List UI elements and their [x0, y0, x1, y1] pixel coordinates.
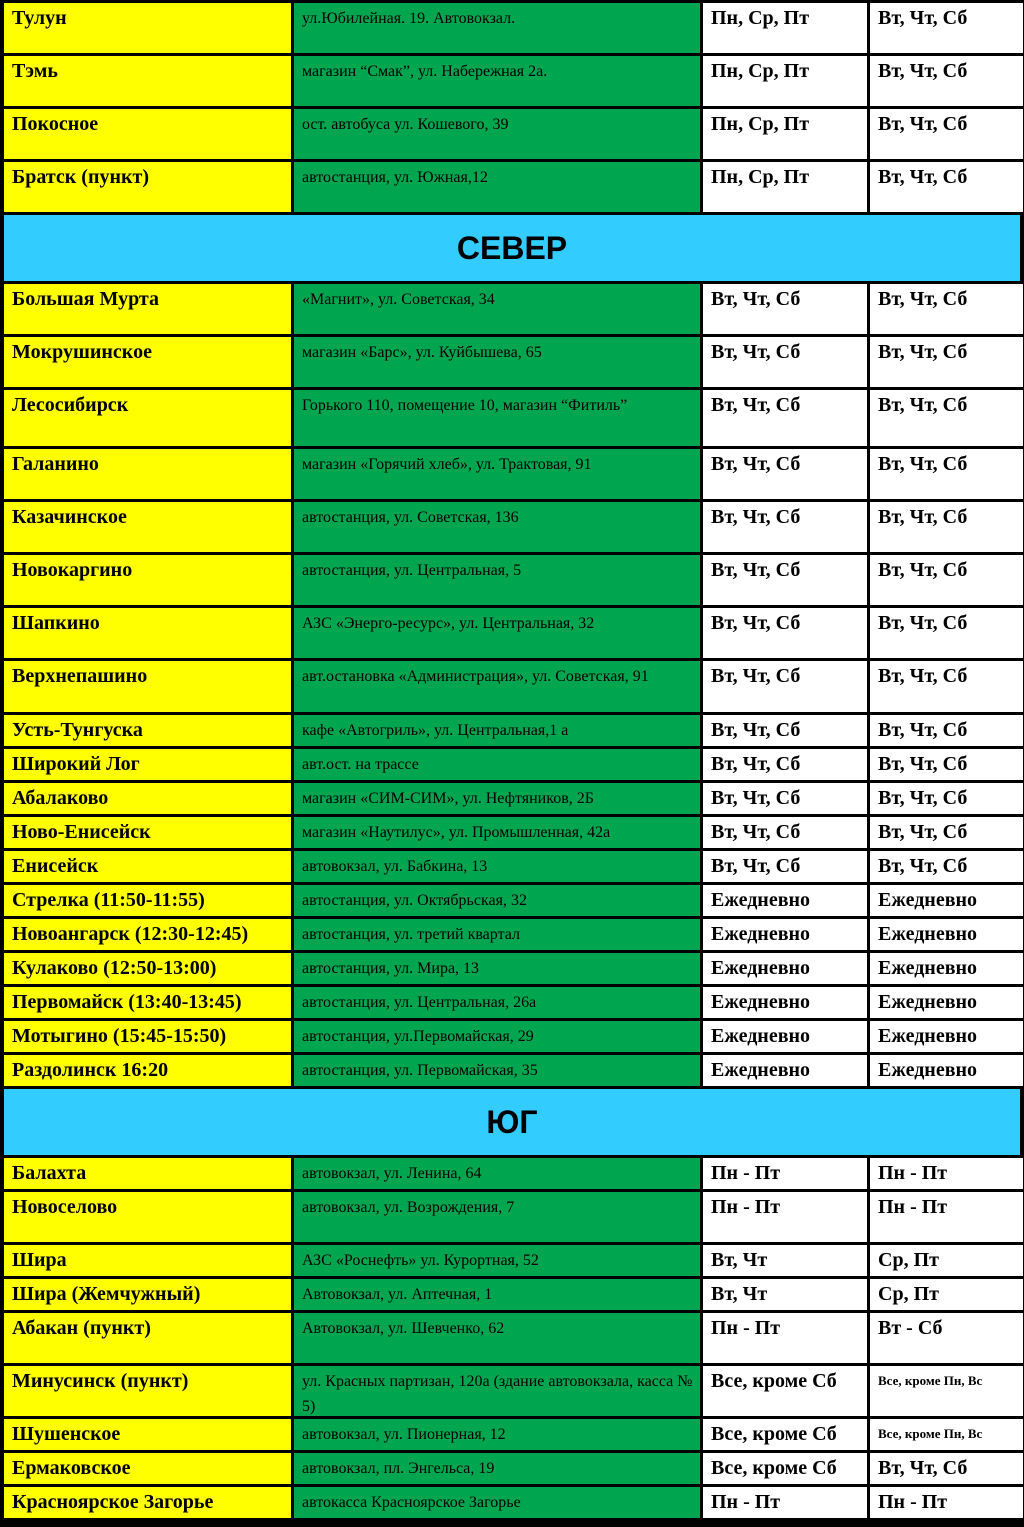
city-cell: Абалаково — [4, 783, 291, 814]
city-cell: Красноярское Загорье — [4, 1487, 291, 1518]
table-row — [4, 56, 1020, 106]
table-row — [4, 851, 1020, 882]
city-cell: Раздолинск 16:20 — [4, 1055, 291, 1086]
days-cell-1: Вт, Чт, Сб — [703, 337, 867, 387]
days-cell-2: Вт, Чт, Сб — [870, 449, 1023, 499]
days-cell-2: Вт, Чт, Сб — [870, 661, 1023, 712]
days-cell-2: Вт, Чт, Сб — [870, 3, 1023, 53]
city-cell: Тэмь — [4, 56, 291, 106]
days-cell-2: Ежедневно — [870, 885, 1023, 916]
address-cell: автостанция, ул. Советская, 136 — [294, 502, 700, 552]
days-cell-1: Пн - Пт — [703, 1158, 867, 1189]
days-cell-1: Пн - Пт — [703, 1192, 867, 1242]
table-row — [4, 885, 1020, 916]
days-cell-2: Вт, Чт, Сб — [870, 817, 1023, 848]
table-row — [4, 1158, 1020, 1189]
city-cell: Шира — [4, 1245, 291, 1276]
days-cell-1: Вт, Чт, Сб — [703, 817, 867, 848]
table-row — [4, 817, 1020, 848]
address-cell: автокасса Красноярское Загорье — [294, 1487, 700, 1518]
address-cell: ул.Юбилейная. 19. Автовокзал. — [294, 3, 700, 53]
table-row — [4, 1366, 1020, 1416]
address-cell: магазин «Наутилус», ул. Промышленная, 42а — [294, 817, 700, 848]
section-header: СЕВЕР — [4, 215, 1020, 281]
city-cell: Широкий Лог — [4, 749, 291, 780]
days-cell-2: Пн - Пт — [870, 1192, 1023, 1242]
address-cell: кафе «Автогриль», ул. Центральная,1 а — [294, 715, 700, 746]
days-cell-2: Вт, Чт, Сб — [870, 337, 1023, 387]
city-cell: Ново-Енисейск — [4, 817, 291, 848]
days-cell-1: Ежедневно — [703, 987, 867, 1018]
address-cell: автостанция, ул. Центральная, 26а — [294, 987, 700, 1018]
table-row — [4, 109, 1020, 159]
days-cell-1: Все, кроме Сб — [703, 1366, 867, 1416]
days-cell-2: Пн - Пт — [870, 1487, 1023, 1518]
days-cell-2: Ежедневно — [870, 953, 1023, 984]
address-cell: «Магнит», ул. Советская, 34 — [294, 284, 700, 334]
city-cell: Шира (Жемчужный) — [4, 1279, 291, 1310]
days-cell-1: Пн - Пт — [703, 1487, 867, 1518]
days-cell-1: Вт, Чт, Сб — [703, 661, 867, 712]
address-cell: автовокзал, ул. Ленина, 64 — [294, 1158, 700, 1189]
city-cell: Кулаково (12:50-13:00) — [4, 953, 291, 984]
table-row — [4, 919, 1020, 950]
city-cell: Новоангарск (12:30-12:45) — [4, 919, 291, 950]
days-cell-1: Пн, Ср, Пт — [703, 56, 867, 106]
days-cell-2: Вт, Чт, Сб — [870, 1453, 1023, 1484]
days-cell-1: Вт, Чт, Сб — [703, 715, 867, 746]
address-cell: автостанция, ул. Центральная, 5 — [294, 555, 700, 605]
table-row — [4, 1055, 1020, 1086]
city-cell: Минусинск (пункт) — [4, 1366, 291, 1416]
address-cell: Горького 110, помещение 10, магазин “Фитиль” — [294, 390, 700, 446]
table-row — [4, 502, 1020, 552]
address-cell: АЗС «Энерго-ресурс», ул. Центральная, 32 — [294, 608, 700, 658]
city-cell: Усть-Тунгуска — [4, 715, 291, 746]
city-cell: Новокаргино — [4, 555, 291, 605]
days-cell-2: Вт, Чт, Сб — [870, 783, 1023, 814]
city-cell: Казачинское — [4, 502, 291, 552]
table-row — [4, 953, 1020, 984]
address-cell: Автовокзал, ул. Шевченко, 62 — [294, 1313, 700, 1363]
days-cell-2: Вт, Чт, Сб — [870, 284, 1023, 334]
city-cell: Покосное — [4, 109, 291, 159]
days-cell-2: Вт, Чт, Сб — [870, 56, 1023, 106]
days-cell-2: Вт, Чт, Сб — [870, 555, 1023, 605]
address-cell: автостанция, ул. Южная,12 — [294, 162, 700, 212]
days-cell-1: Все, кроме Сб — [703, 1453, 867, 1484]
table-row — [4, 987, 1020, 1018]
city-cell: Первомайск (13:40-13:45) — [4, 987, 291, 1018]
city-cell: Абакан (пункт) — [4, 1313, 291, 1363]
address-cell: ост. автобуса ул. Кошевого, 39 — [294, 109, 700, 159]
days-cell-1: Вт, Чт, Сб — [703, 783, 867, 814]
days-cell-2: Ср, Пт — [870, 1245, 1023, 1276]
table-row — [4, 1192, 1020, 1242]
days-cell-2: Вт, Чт, Сб — [870, 502, 1023, 552]
city-cell: Шапкино — [4, 608, 291, 658]
city-cell: Тулун — [4, 3, 291, 53]
address-cell: автовокзал, ул. Бабкина, 13 — [294, 851, 700, 882]
days-cell-1: Ежедневно — [703, 953, 867, 984]
table-row — [4, 608, 1020, 658]
table-row — [4, 1419, 1020, 1450]
address-cell: магазин «Барс», ул. Куйбышева, 65 — [294, 337, 700, 387]
days-cell-2: Вт, Чт, Сб — [870, 608, 1023, 658]
address-cell: Автовокзал, ул. Аптечная, 1 — [294, 1279, 700, 1310]
address-cell: автостанция, ул. Мира, 13 — [294, 953, 700, 984]
address-cell: автостанция, ул.Первомайская, 29 — [294, 1021, 700, 1052]
table-row — [4, 555, 1020, 605]
days-cell-2: Вт, Чт, Сб — [870, 749, 1023, 780]
table-row — [4, 1487, 1020, 1518]
address-cell: автостанция, ул. третий квартал — [294, 919, 700, 950]
days-cell-1: Вт, Чт, Сб — [703, 449, 867, 499]
table-row — [4, 449, 1020, 499]
days-cell-1: Ежедневно — [703, 885, 867, 916]
address-cell: автовокзал, пл. Энгельса, 19 — [294, 1453, 700, 1484]
address-cell: автостанция, ул. Первомайская, 35 — [294, 1055, 700, 1086]
days-cell-1: Все, кроме Сб — [703, 1419, 867, 1450]
days-cell-1: Вт, Чт — [703, 1245, 867, 1276]
section-header: ЮГ — [4, 1089, 1020, 1155]
address-cell: автостанция, ул. Октябрьская, 32 — [294, 885, 700, 916]
city-cell: Енисейск — [4, 851, 291, 882]
days-cell-2: Все, кроме Пн, Вс — [870, 1419, 1023, 1450]
address-cell: авт.ост. на трассе — [294, 749, 700, 780]
days-cell-2: Вт, Чт, Сб — [870, 715, 1023, 746]
address-cell: автовокзал, ул. Возрождения, 7 — [294, 1192, 700, 1242]
city-cell: Шушенское — [4, 1419, 291, 1450]
city-cell: Галанино — [4, 449, 291, 499]
days-cell-2: Вт, Чт, Сб — [870, 851, 1023, 882]
days-cell-2: Вт, Чт, Сб — [870, 162, 1023, 212]
days-cell-1: Пн, Ср, Пт — [703, 109, 867, 159]
days-cell-1: Вт, Чт, Сб — [703, 284, 867, 334]
days-cell-1: Ежедневно — [703, 919, 867, 950]
table-row — [4, 1453, 1020, 1484]
days-cell-2: Вт, Чт, Сб — [870, 109, 1023, 159]
address-cell: авт.остановка «Администрация», ул. Советская, 91 — [294, 661, 700, 712]
days-cell-2: Вт - Сб — [870, 1313, 1023, 1363]
city-cell: Большая Мурта — [4, 284, 291, 334]
city-cell: Балахта — [4, 1158, 291, 1189]
days-cell-1: Вт, Чт, Сб — [703, 851, 867, 882]
address-cell: автовокзал, ул. Пионерная, 12 — [294, 1419, 700, 1450]
table-row — [4, 715, 1020, 746]
table-row — [4, 749, 1020, 780]
address-cell: магазин «Горячий хлеб», ул. Трактовая, 91 — [294, 449, 700, 499]
address-cell: магазин «СИМ-СИМ», ул. Нефтяников, 2Б — [294, 783, 700, 814]
days-cell-2: Ежедневно — [870, 1021, 1023, 1052]
table-row — [4, 661, 1020, 712]
days-cell-1: Пн - Пт — [703, 1313, 867, 1363]
city-cell: Верхнепашино — [4, 661, 291, 712]
table-row — [4, 337, 1020, 387]
days-cell-2: Ежедневно — [870, 1055, 1023, 1086]
city-cell: Мотыгино (15:45-15:50) — [4, 1021, 291, 1052]
table-row — [4, 284, 1020, 334]
address-cell: ул. Красных партизан, 120а (здание автовокзала, касса № 5) — [294, 1366, 700, 1416]
table-row — [4, 783, 1020, 814]
address-cell: АЗС «Роснефть» ул. Курортная, 52 — [294, 1245, 700, 1276]
days-cell-2: Ср, Пт — [870, 1279, 1023, 1310]
days-cell-1: Вт, Чт, Сб — [703, 608, 867, 658]
days-cell-1: Вт, Чт — [703, 1279, 867, 1310]
days-cell-1: Вт, Чт, Сб — [703, 555, 867, 605]
days-cell-1: Вт, Чт, Сб — [703, 390, 867, 446]
table-row — [4, 1279, 1020, 1310]
table-row — [4, 162, 1020, 212]
city-cell: Стрелка (11:50-11:55) — [4, 885, 291, 916]
days-cell-2: Все, кроме Пн, Вс — [870, 1366, 1023, 1416]
days-cell-1: Пн, Ср, Пт — [703, 162, 867, 212]
city-cell: Лесосибирск — [4, 390, 291, 446]
city-cell: Мокрушинское — [4, 337, 291, 387]
table-row — [4, 1313, 1020, 1363]
days-cell-2: Ежедневно — [870, 919, 1023, 950]
table-row — [4, 1245, 1020, 1276]
days-cell-1: Пн, Ср, Пт — [703, 3, 867, 53]
table-row — [4, 3, 1020, 53]
city-cell: Ермаковское — [4, 1453, 291, 1484]
table-row — [4, 1021, 1020, 1052]
days-cell-2: Пн - Пт — [870, 1158, 1023, 1189]
days-cell-1: Вт, Чт, Сб — [703, 502, 867, 552]
days-cell-1: Ежедневно — [703, 1055, 867, 1086]
days-cell-2: Вт, Чт, Сб — [870, 390, 1023, 446]
days-cell-2: Ежедневно — [870, 987, 1023, 1018]
city-cell: Новоселово — [4, 1192, 291, 1242]
address-cell: магазин “Смак”, ул. Набережная 2а. — [294, 56, 700, 106]
days-cell-1: Вт, Чт, Сб — [703, 749, 867, 780]
table-row — [4, 390, 1020, 446]
city-cell: Братск (пункт) — [4, 162, 291, 212]
days-cell-1: Ежедневно — [703, 1021, 867, 1052]
